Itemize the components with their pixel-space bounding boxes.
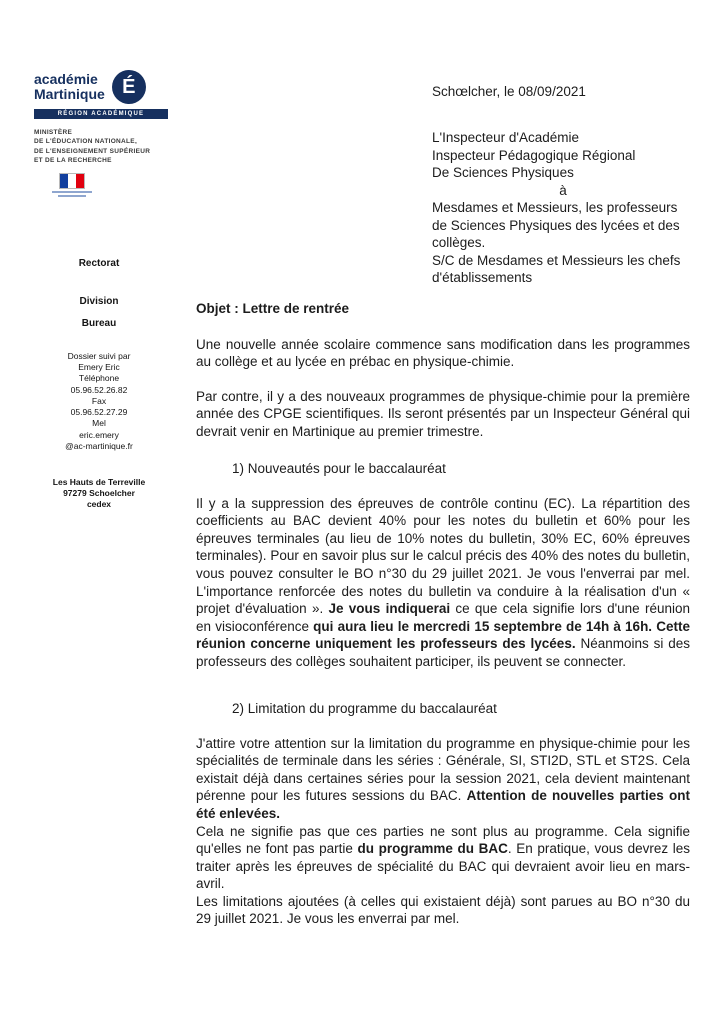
contact-block [36,351,162,452]
text-segment: J'attire votre attention sur la limitation du programme en physique-chimie pour les spécialités de terminale dans les séries : Générale, SI, STI2D, STL et ST2S. Cela existait déjà dans certaines séries pour la session 2021, cela devient maintenant pérenne pour les futures sessions du BAC. [196,735,690,804]
contact-line: Emery Eric [78,362,120,373]
bureau-label: Bureau [81,318,117,329]
text-segment: . En pratique, vous devrez les traiter après les épreuves de spécialité du BAC qui devraient avoir lieu en mars-avril. [196,841,690,892]
contact-line: Téléphone [78,373,120,384]
division-label: Division [79,296,119,307]
recipient-line: Mesdames et Messieurs, les professeurs de Sciences Physiques des lycées et des collèges. [432,200,680,251]
text-segment-bold: Je vous indiquerai [328,601,451,617]
ministry-line: MINISTÈRE [34,129,73,136]
academy-name-line2: Martinique [34,86,105,102]
contact-email-line: @ac-martinique.fr [65,440,133,451]
region-academique-label: RÉGION ACADÉMIQUE [34,109,168,119]
paragraph-cpge: Par contre, il y a des nouveaux programmes de physique-chimie pour la première année des CPGE scientifiques. Ils seront présentés par un Inspecteur Général qui devrait venir en Martinique au premier trimestre. [196,388,690,439]
text-segment-bold: qui aura lieu le mercredi 15 septembre de 14h à 16h. Cette réunion concerne uniquement les professeurs des lycées. [196,618,690,652]
ministry-line: DE L'ENSEIGNEMENT SUPÉRIEUR [34,147,151,155]
recipient-block [432,129,694,287]
paragraph-limitation [196,735,690,823]
paragraph-nouveautes [196,495,690,670]
academy-name-line1: académie [34,71,98,88]
ministry-line: DE L'ÉDUCATION NATIONALE, [34,138,138,146]
text-segment-bold: Attention de nouvelles parties ont été enlevées. [196,788,690,822]
address-block [36,477,162,511]
recipient-line: L'Inspecteur d'Académie [432,130,579,145]
recipient-line: Inspecteur Pédagogique Régional [432,147,636,163]
address-line: Les Hauts de Terreville [52,476,146,487]
contact-line: 05.96.52.26.82 [70,384,128,395]
academy-logo [34,70,168,104]
paragraph-clarification [196,823,690,893]
date-line: Schœlcher, le 08/09/2021 [432,84,586,99]
text-segment-bold: du programme du BAC [357,841,508,857]
address-line: cedex [86,499,112,510]
academie-e-icon: É [112,70,146,104]
contact-line: 05.96.52.27.29 [70,407,128,418]
recipient-a: à [559,182,567,198]
flag-caption-mark [52,191,92,197]
text-segment: Cela ne signifie pas que ces parties ne sont plus au programme. Cela signifie qu'elles ne font pas partie [196,823,690,857]
letter-body [196,300,690,928]
ministry-line: ET DE LA RECHERCHE [34,157,112,165]
text-segment: ce que cela signifie lors d'une réunion en visioconférence [196,601,690,634]
address-line: 97279 Schoelcher [63,488,135,499]
academy-name [34,72,105,101]
text-segment: Néanmoins si des professeurs des collèges souhaitent participer, ils peuvent se connecter. [196,636,690,669]
ministry-text [34,128,168,166]
section-heading-2: 2) Limitation du programme du baccalauréat [232,701,497,717]
contact-email-line: eric.emery [79,429,119,440]
contact-line: Dossier suivi par [67,351,131,361]
rectorat-label: Rectorat [78,258,120,269]
recipient-line: De Sciences Physiques [432,165,574,181]
text-segment: Il y a la suppression des épreuves de contrôle continu (EC). La répartition des coefficients au BAC devient 40% pour les notes du bulletin et 60% pour les épreuves terminales (au lieu de 10% notes du bulletin, 30% EC, 60% épreuves terminales). Pour en savoir plus sur le calcul précis des 40% des notes du bulletin, vous pouvez consulter le BO n°30 du 29 juillet 2021. Je vous l'enverrai par mel. L'importance renforcée des notes du bulletin va conduire à la réalisation d'un « projet d'évaluation ». [196,495,690,617]
subject-line: Objet : Lettre de rentrée [196,301,350,316]
recipient-line: S/C de Mesdames et Messieurs les chefs d'établissements [432,252,681,286]
academy-letterhead [34,70,168,199]
section-heading-1: 1) Nouveautés pour le baccalauréat [232,461,446,477]
contact-line: Fax [91,395,107,406]
republique-francaise-mark [60,174,168,197]
margin-column [36,258,162,511]
french-flag-icon [60,174,84,188]
paragraph-bo: Les limitations ajoutées (à celles qui existaient déjà) sont parues au BO n°30 du 29 juillet 2021. Je vous les enverrai par mel. [196,893,690,927]
contact-line: Mel [92,418,106,429]
paragraph-intro: Une nouvelle année scolaire commence sans modification dans les programmes au collège et au lycée en prébac en physique-chimie. [196,336,690,370]
